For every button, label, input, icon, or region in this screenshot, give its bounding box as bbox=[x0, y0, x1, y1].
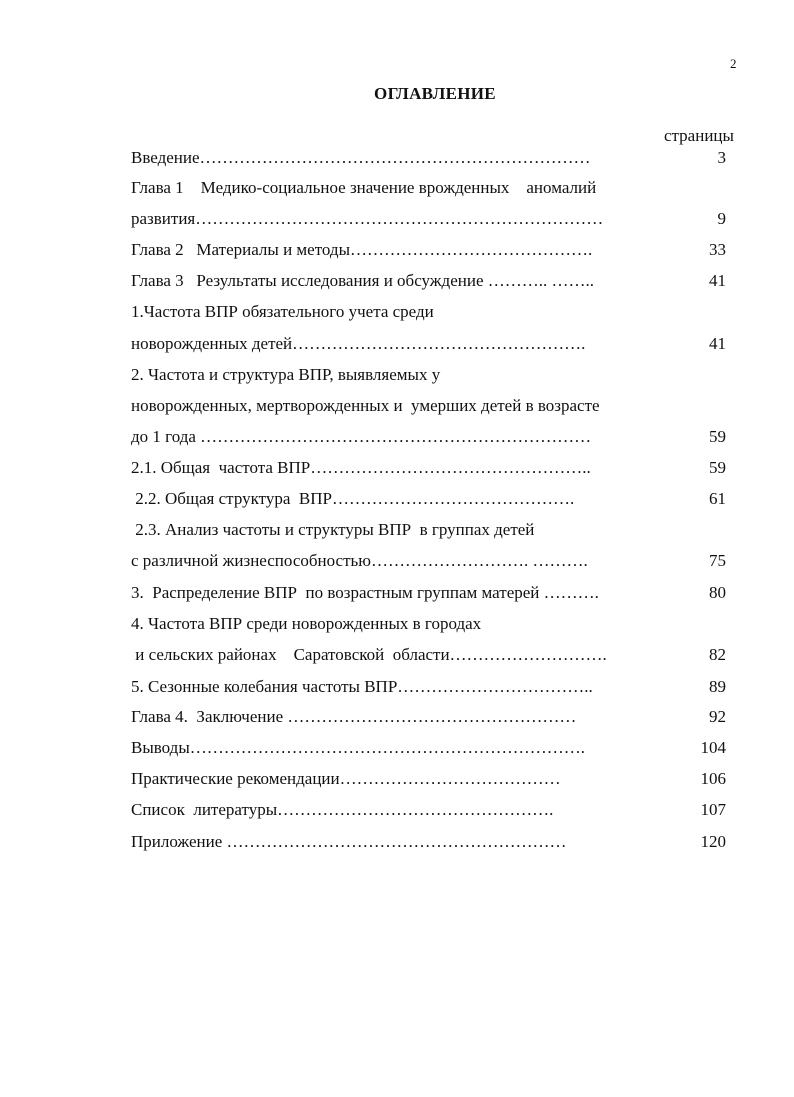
toc-page-number: 75 bbox=[709, 551, 726, 570]
toc-line: Глава 2 Материалы и методы……………………………………. bbox=[131, 240, 593, 259]
toc-line: 4. Частота ВПР среди новорожденных в городах bbox=[131, 614, 482, 633]
toc-line: Глава 3 Результаты исследования и обсуждение ……….. …….. bbox=[131, 271, 594, 290]
toc-line: 2. Частота и структура ВПР, выявляемых у bbox=[131, 365, 441, 384]
toc-page-number: 9 bbox=[717, 209, 726, 228]
toc-line: 3. Распределение ВПР по возрастным группам матерей ………. bbox=[131, 583, 599, 602]
toc-line: и сельских районах Саратовской области………………………. bbox=[131, 645, 607, 664]
toc-page-number: 80 bbox=[709, 583, 726, 602]
toc-line: новорожденных, мертворожденных и умерших детей в возрасте bbox=[131, 396, 600, 415]
pages-column-header: страницы bbox=[664, 126, 734, 145]
page-title: ОГЛАВЛЕНИЕ bbox=[374, 84, 496, 103]
page-number: 2 bbox=[730, 56, 737, 71]
toc-line: 2.1. Общая частота ВПР………………………………………….. bbox=[131, 458, 591, 477]
toc-page-number: 120 bbox=[700, 832, 726, 851]
toc-page-number: 41 bbox=[709, 271, 726, 290]
toc-line: 1.Частота ВПР обязательного учета среди bbox=[131, 302, 434, 321]
toc-page-number: 82 bbox=[709, 645, 726, 664]
toc-page-number: 59 bbox=[709, 458, 726, 477]
toc-page-number: 59 bbox=[709, 427, 726, 446]
toc-line: Выводы……………………………………………………………. bbox=[131, 738, 586, 757]
toc-line: 2.3. Анализ частоты и структуры ВПР в группах детей bbox=[131, 520, 535, 539]
toc-page-number: 104 bbox=[700, 738, 726, 757]
toc-line: Практические рекомендации………………………………… bbox=[131, 769, 561, 788]
toc-page-number: 107 bbox=[700, 800, 726, 819]
toc-line: развития……………………………………………………………… bbox=[131, 209, 604, 228]
toc-page-number: 61 bbox=[709, 489, 726, 508]
toc-line: 5. Сезонные колебания частоты ВПР…………………………….. bbox=[131, 677, 593, 696]
toc-page-number: 92 bbox=[709, 707, 726, 726]
toc-line: новорожденных детей……………………………………………. bbox=[131, 334, 586, 353]
toc-line: Приложение …………………………………………………… bbox=[131, 832, 567, 851]
toc-line: до 1 года …………………………………………………………… bbox=[131, 427, 592, 446]
toc-line: Глава 1 Медико-социальное значение врожденных аномалий bbox=[131, 178, 597, 197]
toc-line: Список литературы…………………………………………. bbox=[131, 800, 554, 819]
toc-page-number: 41 bbox=[709, 334, 726, 353]
toc-line: Глава 4. Заключение …………………………………………… bbox=[131, 707, 577, 726]
toc-page-number: 106 bbox=[700, 769, 726, 788]
toc-line: 2.2. Общая структура ВПР……………………………………. bbox=[131, 489, 575, 508]
toc-line: с различной жизнеспособностью………………………. ………. bbox=[131, 551, 588, 570]
toc-page-number: 33 bbox=[709, 240, 726, 259]
toc-line: Введение…………………………………………………………… bbox=[131, 148, 591, 167]
toc-page-number: 89 bbox=[709, 677, 726, 696]
toc-page-number: 3 bbox=[717, 148, 726, 167]
